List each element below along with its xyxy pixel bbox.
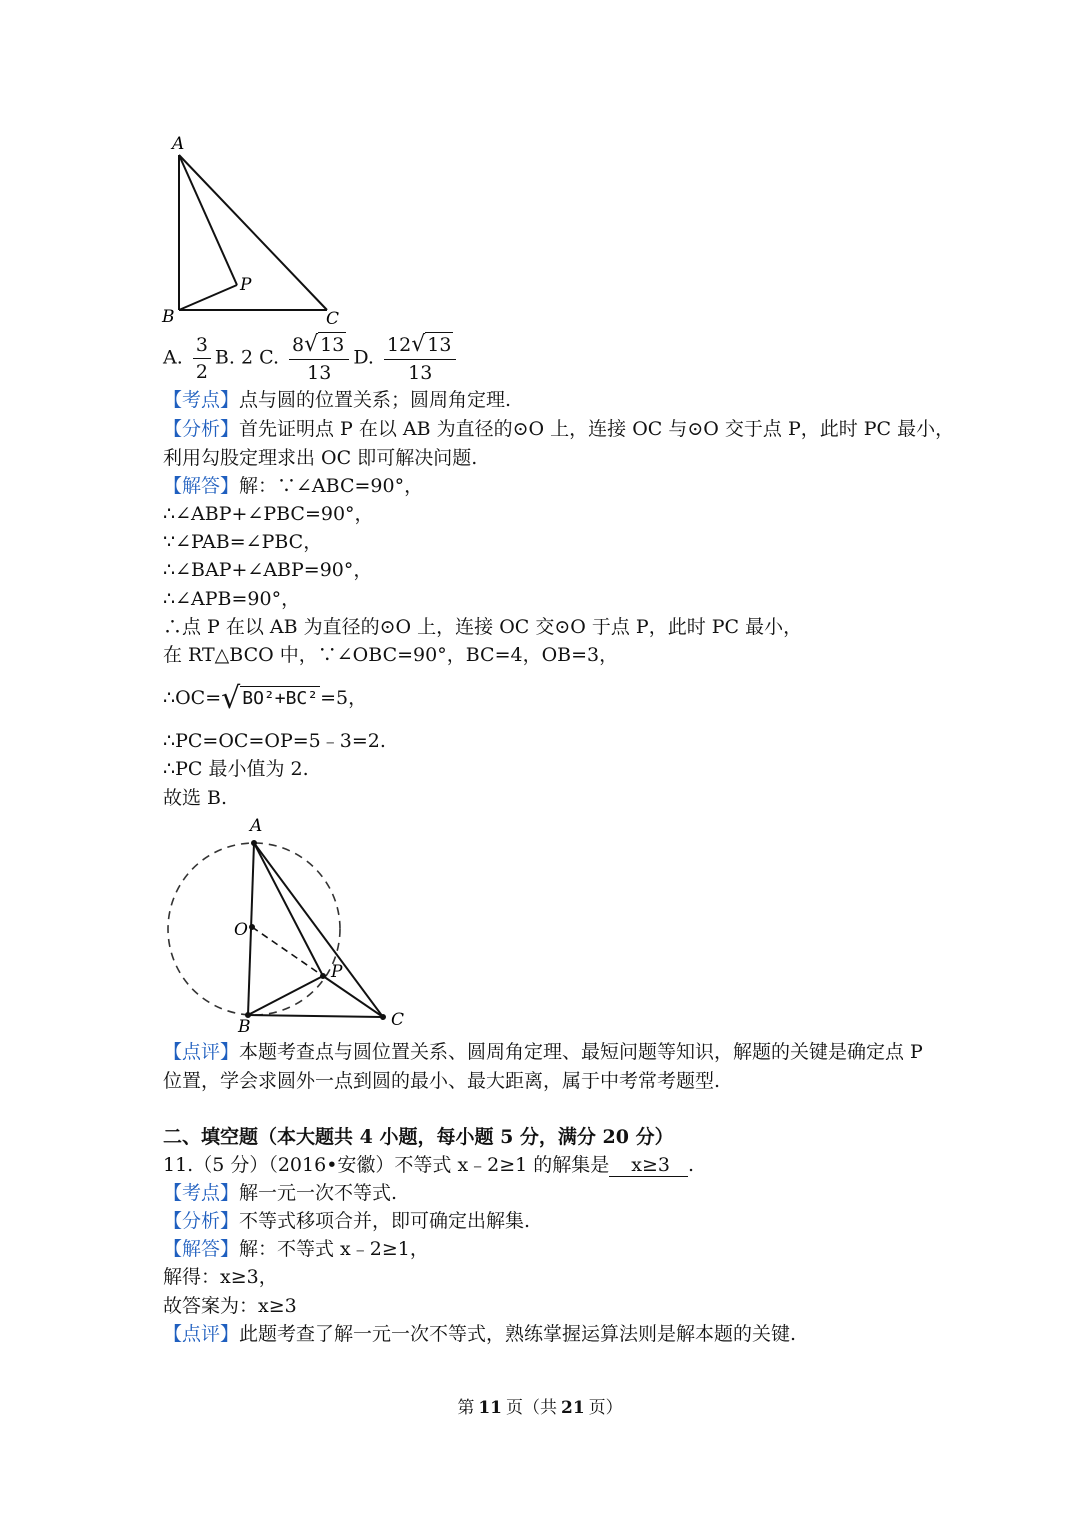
segment-ap	[179, 155, 237, 285]
q11-dianping	[163, 1325, 796, 1344]
answer-choices	[163, 333, 460, 384]
label-b: B	[238, 1017, 251, 1037]
label-p: P	[240, 275, 252, 295]
segment-op-dashed	[252, 927, 323, 976]
choice-c-numerator	[289, 333, 349, 360]
q11-stem-suffix: .	[688, 1154, 695, 1176]
q11-jiede: 解得：x≥3，	[163, 1266, 278, 1288]
q10-dianping-line1	[163, 1043, 923, 1062]
q10-fenxi-text-1: 首先证明点 P 在以 AB 为直径的⊙O 上，连接 OC 与⊙O 交于点 P，此时 PC 最小，	[239, 418, 955, 440]
segment-ac	[254, 843, 383, 1017]
q10-oc-formula	[163, 681, 368, 716]
q10-step: ∴∠BAP+∠ABP=90°，	[163, 559, 373, 581]
q11-kaodian-text: 解一元一次不等式.	[239, 1182, 398, 1204]
figure-circle-solution	[155, 812, 420, 1042]
segment-ac	[179, 155, 327, 310]
segment-ap	[254, 843, 323, 976]
point-a	[251, 840, 257, 846]
tag-fenxi: 【分析】	[163, 1210, 240, 1232]
choice-a-numerator: 3	[193, 335, 211, 359]
q10-fenxi-line1	[163, 420, 954, 439]
point-p	[320, 973, 326, 979]
q10-step: ∴∠APB=90°，	[163, 588, 301, 610]
q11-fenxi-text: 不等式移项合并，即可确定出解集.	[239, 1210, 531, 1232]
choice-c-coef: 8	[292, 334, 305, 356]
q10-dianping-line2: 位置，学会求圆外一点到圆的最小、最大距离，属于中考常考题型.	[163, 1070, 721, 1092]
figure-triangle-abp	[150, 130, 360, 330]
q10-step: ∴点 P 在以 AB 为直径的⊙O 上，连接 OC 交⊙O 于点 P，此时 PC 最小，	[163, 616, 803, 638]
label-a: A	[250, 816, 263, 836]
choice-a-prefix: A.	[163, 346, 183, 369]
q10-fenxi-line2: 利用勾股定理求出 OC 即可解决问题.	[163, 447, 478, 469]
tag-kaodian: 【考点】	[163, 389, 240, 411]
choice-a-denominator: 2	[195, 360, 208, 383]
q11-jieda	[163, 1240, 429, 1259]
q10-jieda-first: 解：∵∠ABC=90°，	[239, 475, 424, 497]
choice-b-text: 2 C.	[240, 346, 279, 369]
oc-radicand: BO²+BC²	[242, 688, 319, 709]
q11-fenxi	[163, 1212, 530, 1231]
q11-answer: 故答案为：x≥3	[163, 1295, 297, 1317]
label-c: C	[391, 1010, 405, 1030]
point-c	[380, 1014, 386, 1020]
label-b: B	[162, 307, 175, 327]
sqrt-icon: √	[221, 681, 241, 716]
page-number: 11	[478, 1398, 502, 1418]
q10-pc-min: ∴PC 最小值为 2.	[163, 758, 309, 780]
q11-stem	[163, 1156, 694, 1177]
q10-step: ∵∠PAB=∠PBC，	[163, 531, 323, 553]
page-total: 21	[561, 1398, 585, 1418]
q11-dianping-text: 此题考查了解一元一次不等式，熟练掌握运算法则是解本题的关键.	[239, 1323, 797, 1345]
q11-kaodian	[163, 1184, 397, 1203]
q11-blank-answer: x≥3	[609, 1156, 688, 1177]
sqrt-icon: √	[304, 332, 319, 357]
footer-mid: 页（共	[506, 1398, 557, 1418]
choice-d-numerator	[384, 333, 456, 360]
q11-jieda-text: 解：不等式 x﹣2≥1，	[239, 1238, 429, 1260]
choice-d-coef: 12	[387, 334, 412, 356]
footer-pre: 第	[457, 1398, 475, 1418]
section-heading: 二、填空题（本大题共 4 小题，每小题 5 分，满分 20 分）	[163, 1126, 674, 1148]
choice-c-radicand: 13	[320, 334, 345, 356]
q10-step: ∴∠ABP+∠PBC=90°，	[163, 503, 374, 525]
choice-d-fraction	[384, 333, 456, 384]
sqrt-icon: √	[411, 332, 426, 357]
tag-dianping: 【点评】	[163, 1323, 240, 1345]
choice-d-denominator: 13	[408, 362, 433, 385]
q10-jieda	[163, 477, 423, 496]
q11-stem-prefix: 11.（5 分）（2016•安徽）不等式 x﹣2≥1 的解集是	[163, 1154, 610, 1176]
q10-pc-line: ∴PC=OC=OP=5﹣3=2.	[163, 730, 386, 752]
q10-step: 在 RT△BCO 中，∵∠OBC=90°，BC=4，OB=3，	[163, 644, 619, 666]
choice-c-denominator: 13	[307, 362, 332, 385]
label-c: C	[326, 309, 340, 329]
point-o	[249, 924, 255, 930]
page-footer	[0, 1400, 1080, 1417]
q10-dianping-text-1: 本题考查点与圆位置关系、圆周角定理、最短问题等知识，解题的关键是确定点 P	[239, 1041, 923, 1063]
tag-kaodian: 【考点】	[163, 1182, 240, 1204]
choice-c-fraction	[289, 333, 349, 384]
tag-jieda: 【解答】	[163, 475, 240, 497]
segment-pc	[323, 976, 383, 1017]
q10-answer: 故选 B.	[163, 787, 228, 809]
tag-jieda: 【解答】	[163, 1238, 240, 1260]
choice-d-radicand: 13	[427, 334, 452, 356]
tag-fenxi: 【分析】	[163, 418, 240, 440]
q10-kaodian-text: 点与圆的位置关系；圆周角定理.	[239, 389, 512, 411]
oc-suffix: =5，	[320, 687, 368, 709]
oc-prefix: ∴OC=	[163, 687, 222, 709]
label-a: A	[172, 134, 185, 154]
choice-b-prefix: B.	[214, 346, 235, 369]
q10-kaodian	[163, 391, 511, 410]
segment-bc	[248, 1015, 383, 1017]
footer-post: 页）	[588, 1398, 623, 1418]
choice-d-prefix: D.	[353, 346, 374, 369]
label-o: O	[234, 920, 248, 940]
segment-bp	[179, 285, 237, 310]
choice-a-fraction	[193, 335, 211, 383]
tag-dianping: 【点评】	[163, 1041, 240, 1063]
label-p: P	[331, 962, 343, 982]
